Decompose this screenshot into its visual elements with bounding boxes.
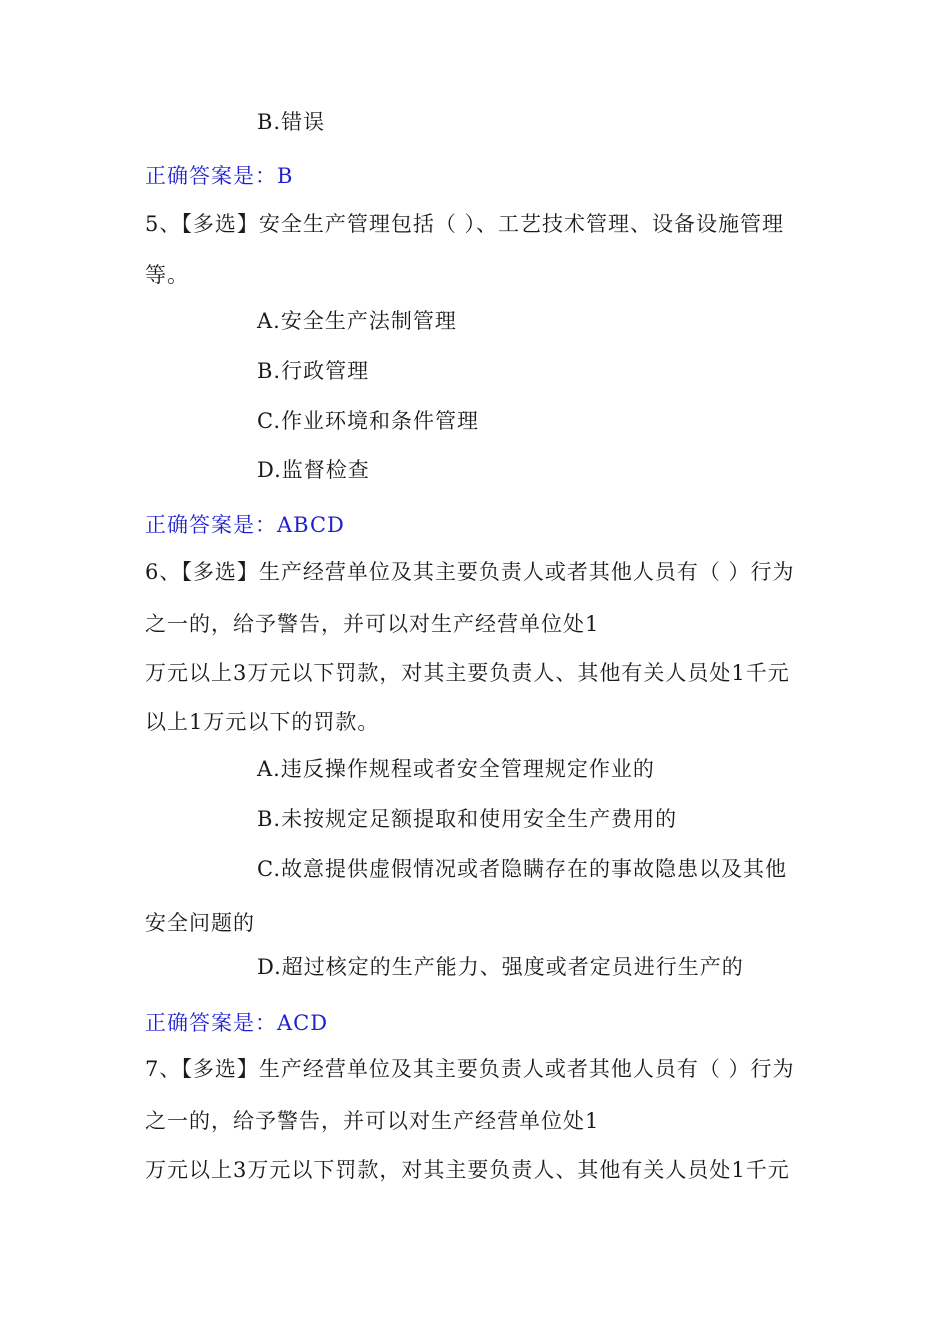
q5-text-line-2: 等。 — [145, 263, 189, 287]
q6-option-b: B.未按规定足额提取和使用安全生产费用的 — [257, 807, 678, 831]
q5-correct-answer: 正确答案是：ABCD — [145, 513, 345, 537]
q6-text-line-4: 以上1万元以下的罚款。 — [145, 710, 380, 734]
q6-text-line-3: 万元以上3万元以下罚款，对其主要负责人、其他有关人员处1千元 — [145, 661, 790, 685]
prev-option-b: B.错误 — [257, 110, 326, 134]
q6-option-c: C.故意提供虚假情况或者隐瞒存在的事故隐患以及其他 — [257, 857, 787, 881]
q6-text-line-2: 之一的，给予警告，并可以对生产经营单位处1 — [145, 612, 600, 636]
q5-option-d: D.监督检查 — [257, 458, 370, 482]
q7-text-line-3: 万元以上3万元以下罚款，对其主要负责人、其他有关人员处1千元 — [145, 1158, 790, 1182]
q6-text-line-1: 6、【多选】生产经营单位及其主要负责人或者其他人员有（ ）行为 — [145, 560, 795, 584]
q5-option-b: B.行政管理 — [257, 359, 370, 383]
q7-text-line-2: 之一的，给予警告，并可以对生产经营单位处1 — [145, 1109, 600, 1133]
q7-text-line-1: 7、【多选】生产经营单位及其主要负责人或者其他人员有（ ）行为 — [145, 1057, 795, 1081]
q6-option-c-continuation: 安全问题的 — [145, 911, 255, 935]
q5-text-line-1: 5、【多选】安全生产管理包括（ ）、工艺技术管理、设备设施管理 — [145, 212, 785, 236]
q6-option-a: A.违反操作规程或者安全管理规定作业的 — [257, 757, 655, 781]
prev-correct-answer: 正确答案是：B — [145, 164, 294, 188]
q5-option-c: C.作业环境和条件管理 — [257, 409, 479, 433]
q6-correct-answer: 正确答案是：ACD — [145, 1011, 329, 1035]
q6-option-d: D.超过核定的生产能力、强度或者定员进行生产的 — [257, 955, 744, 979]
q5-option-a: A.安全生产法制管理 — [257, 309, 457, 333]
